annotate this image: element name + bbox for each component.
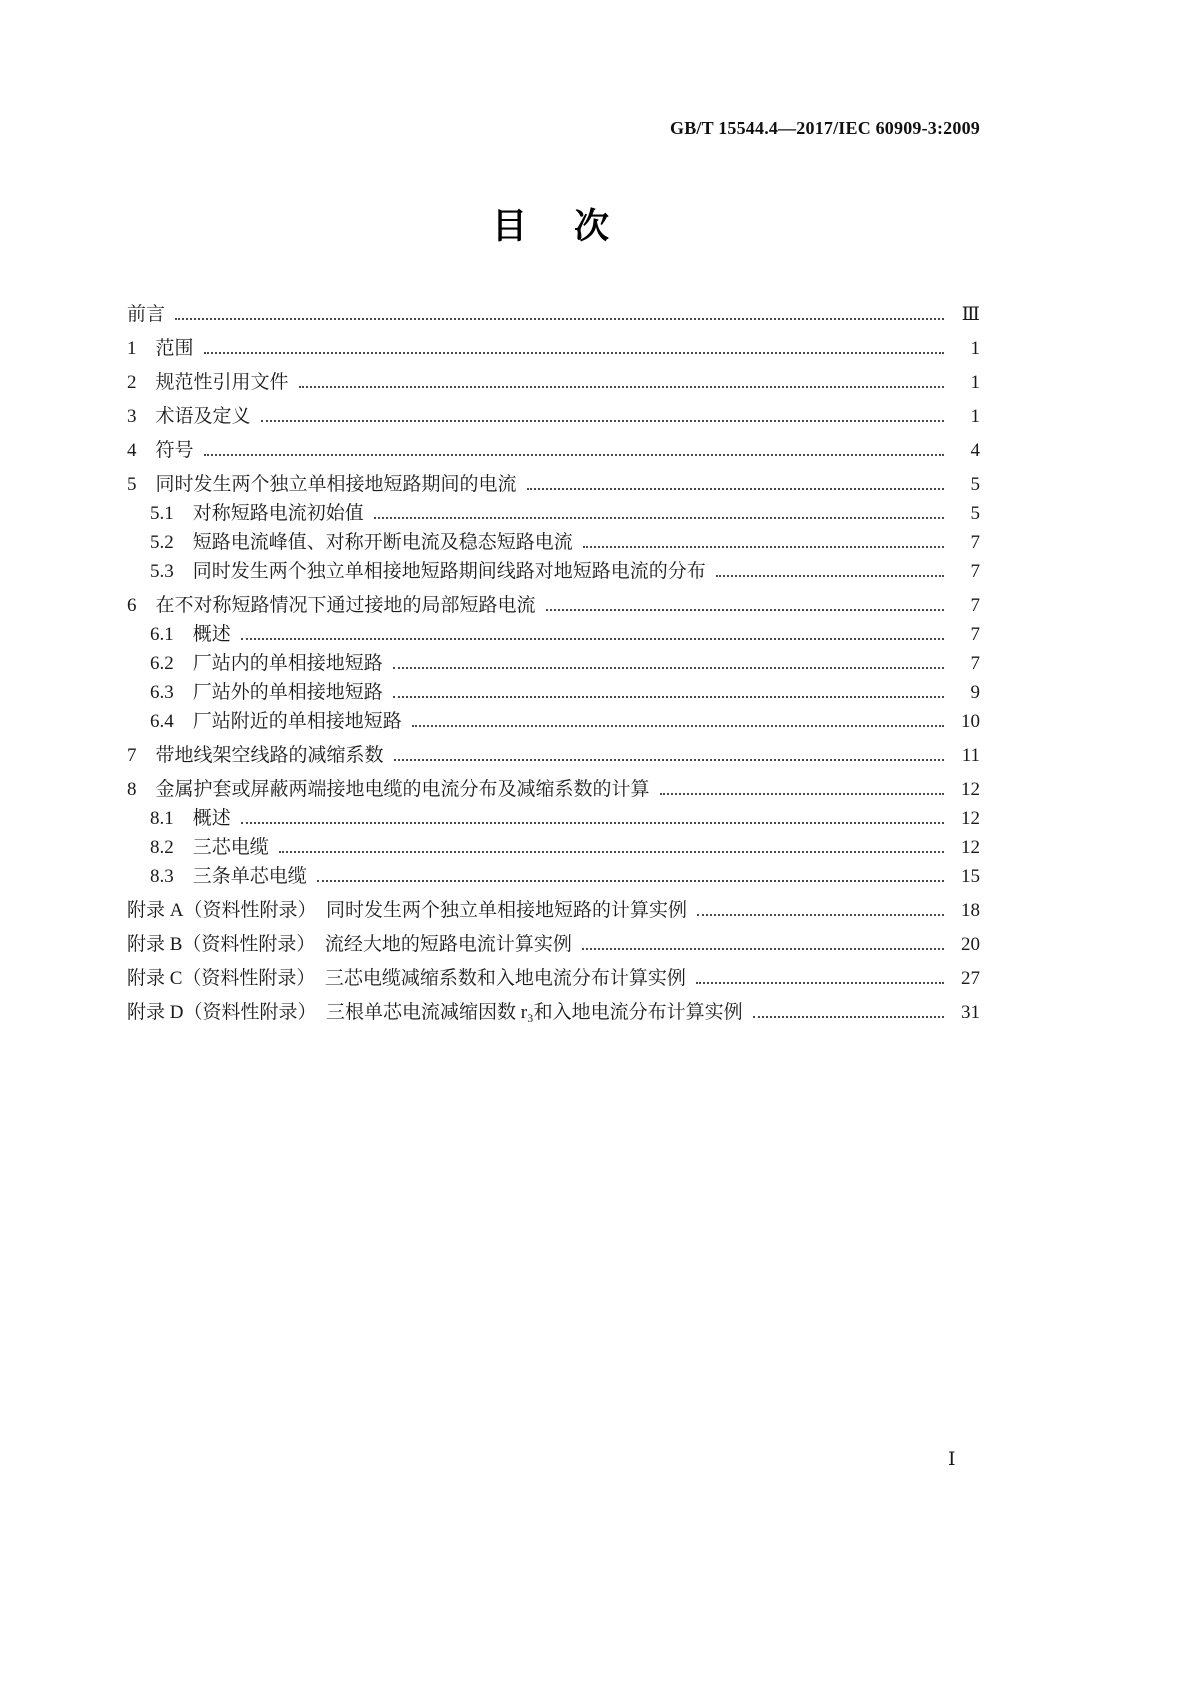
toc-entry-label: 2 规范性引用文件 <box>127 372 289 393</box>
toc-entry-page: 12 <box>961 808 980 829</box>
toc-entry-page: 11 <box>961 745 980 766</box>
toc-entry-page: 7 <box>970 653 980 674</box>
toc-entry-label: 5.2 短路电流峰值、对称开断电流及稳态短路电流 <box>150 532 573 553</box>
toc-list <box>127 303 980 1024</box>
toc-entry-label: 6.3 厂站外的单相接地短路 <box>150 682 383 703</box>
toc-entry-label: 8 金属护套或屏蔽两端接地电缆的电流分布及减缩系数的计算 <box>127 779 650 800</box>
toc-entry-label: 8.2 三芯电缆 <box>150 837 269 858</box>
toc-entry-page: 12 <box>961 837 980 858</box>
toc-entry-label: 前言 <box>127 304 166 325</box>
toc-entry-page: 27 <box>961 968 980 989</box>
toc-entry <box>127 405 980 428</box>
toc-leader-dots <box>394 759 944 761</box>
standard-code-header: GB/T 15544.4—2017/IEC 60909-3:2009 <box>670 118 980 138</box>
page-content <box>0 118 1191 1024</box>
toc-entry-label: 5.1 对称短路电流初始值 <box>150 503 364 524</box>
toc-entry-label: 8.3 三条单芯电缆 <box>150 866 307 887</box>
toc-leader-dots <box>393 696 944 698</box>
toc-entry-label: 5.3 同时发生两个独立单相接地短路期间线路对地短路电流的分布 <box>150 561 706 582</box>
toc-entry-page: 18 <box>961 900 980 921</box>
toc-entry <box>127 652 980 675</box>
toc-leader-dots <box>412 725 944 727</box>
toc-leader-dots <box>583 546 944 548</box>
toc-entry-page: 15 <box>961 866 980 887</box>
toc-leader-dots <box>204 352 944 354</box>
toc-entry <box>127 744 980 767</box>
toc-leader-dots <box>697 914 944 916</box>
toc-entry <box>127 710 980 733</box>
toc-leader-dots <box>546 609 944 611</box>
toc-entry-page: 20 <box>961 934 980 955</box>
toc-entry-page: 7 <box>970 595 980 616</box>
toc-entry-label: 附录 B（资料性附录） 流经大地的短路电流计算实例 <box>127 934 572 955</box>
toc-entry <box>127 1001 980 1024</box>
toc-entry <box>127 439 980 462</box>
toc-entry-label: 7 带地线架空线路的减缩系数 <box>127 745 384 766</box>
toc-entry-label: 附录 C（资料性附录） 三芯电缆减缩系数和入地电流分布计算实例 <box>127 968 686 989</box>
toc-entry-label: 附录 D（资料性附录） 三根单芯电流减缩因数 r₃和入地电流分布计算实例 <box>127 1002 743 1023</box>
toc-leader-dots <box>753 1016 944 1018</box>
toc-entry-label: 6.2 厂站内的单相接地短路 <box>150 653 383 674</box>
toc-entry <box>127 933 980 956</box>
toc-leader-dots <box>175 318 944 320</box>
toc-leader-dots <box>582 948 944 950</box>
toc-leader-dots <box>527 488 944 490</box>
toc-leader-dots <box>374 517 944 519</box>
toc-leader-dots <box>261 420 944 422</box>
toc-entry <box>127 371 980 394</box>
toc-entry <box>127 303 980 326</box>
toc-entry <box>127 865 980 888</box>
toc-leader-dots <box>241 822 944 824</box>
toc-entry-page: Ⅲ <box>961 304 980 325</box>
toc-entry <box>127 337 980 360</box>
toc-entry <box>127 560 980 583</box>
toc-entry-page: 9 <box>970 682 980 703</box>
toc-entry-label: 6.1 概述 <box>150 624 231 645</box>
toc-entry <box>127 778 980 801</box>
toc-entry <box>127 473 980 496</box>
toc-entry-page: 7 <box>970 532 980 553</box>
toc-leader-dots <box>716 575 944 577</box>
toc-entry <box>127 681 980 704</box>
toc-entry-label: 5 同时发生两个独立单相接地短路期间的电流 <box>127 474 517 495</box>
toc-entry-label: 6.4 厂站附近的单相接地短路 <box>150 711 402 732</box>
toc-entry-label: 8.1 概述 <box>150 808 231 829</box>
toc-entry-label: 4 符号 <box>127 440 194 461</box>
toc-entry-label: 附录 A（资料性附录） 同时发生两个独立单相接地短路的计算实例 <box>127 900 687 921</box>
toc-entry-page: 1 <box>970 338 980 359</box>
toc-entry <box>127 502 980 525</box>
toc-entry <box>127 836 980 859</box>
toc-leader-dots <box>696 982 944 984</box>
toc-entry-page: 7 <box>970 624 980 645</box>
toc-entry <box>127 531 980 554</box>
toc-entry-page: 5 <box>970 474 980 495</box>
toc-leader-dots <box>660 793 944 795</box>
toc-leader-dots <box>299 386 944 388</box>
toc-entry <box>127 899 980 922</box>
toc-entry-page: 10 <box>961 711 980 732</box>
toc-entry-page: 7 <box>970 561 980 582</box>
toc-entry-page: 12 <box>961 779 980 800</box>
toc-entry <box>127 623 980 646</box>
toc-entry-page: 4 <box>970 440 980 461</box>
toc-leader-dots <box>317 880 944 882</box>
toc-entry <box>127 807 980 830</box>
toc-leader-dots <box>204 454 944 456</box>
toc-entry <box>127 967 980 990</box>
toc-leader-dots <box>279 851 944 853</box>
toc-entry-label: 6 在不对称短路情况下通过接地的局部短路电流 <box>127 595 536 616</box>
toc-entry-page: 1 <box>970 406 980 427</box>
toc-entry-label: 3 术语及定义 <box>127 406 251 427</box>
toc-leader-dots <box>241 638 944 640</box>
toc-entry <box>127 594 980 617</box>
toc-leader-dots <box>393 667 944 669</box>
toc-entry-page: 1 <box>970 372 980 393</box>
toc-entry-page: 5 <box>970 503 980 524</box>
page-number: Ⅰ <box>948 1449 956 1470</box>
toc-entry-page: 31 <box>961 1002 980 1023</box>
toc-entry-label: 1 范围 <box>127 338 194 359</box>
page-title: 目 次 <box>491 207 615 246</box>
